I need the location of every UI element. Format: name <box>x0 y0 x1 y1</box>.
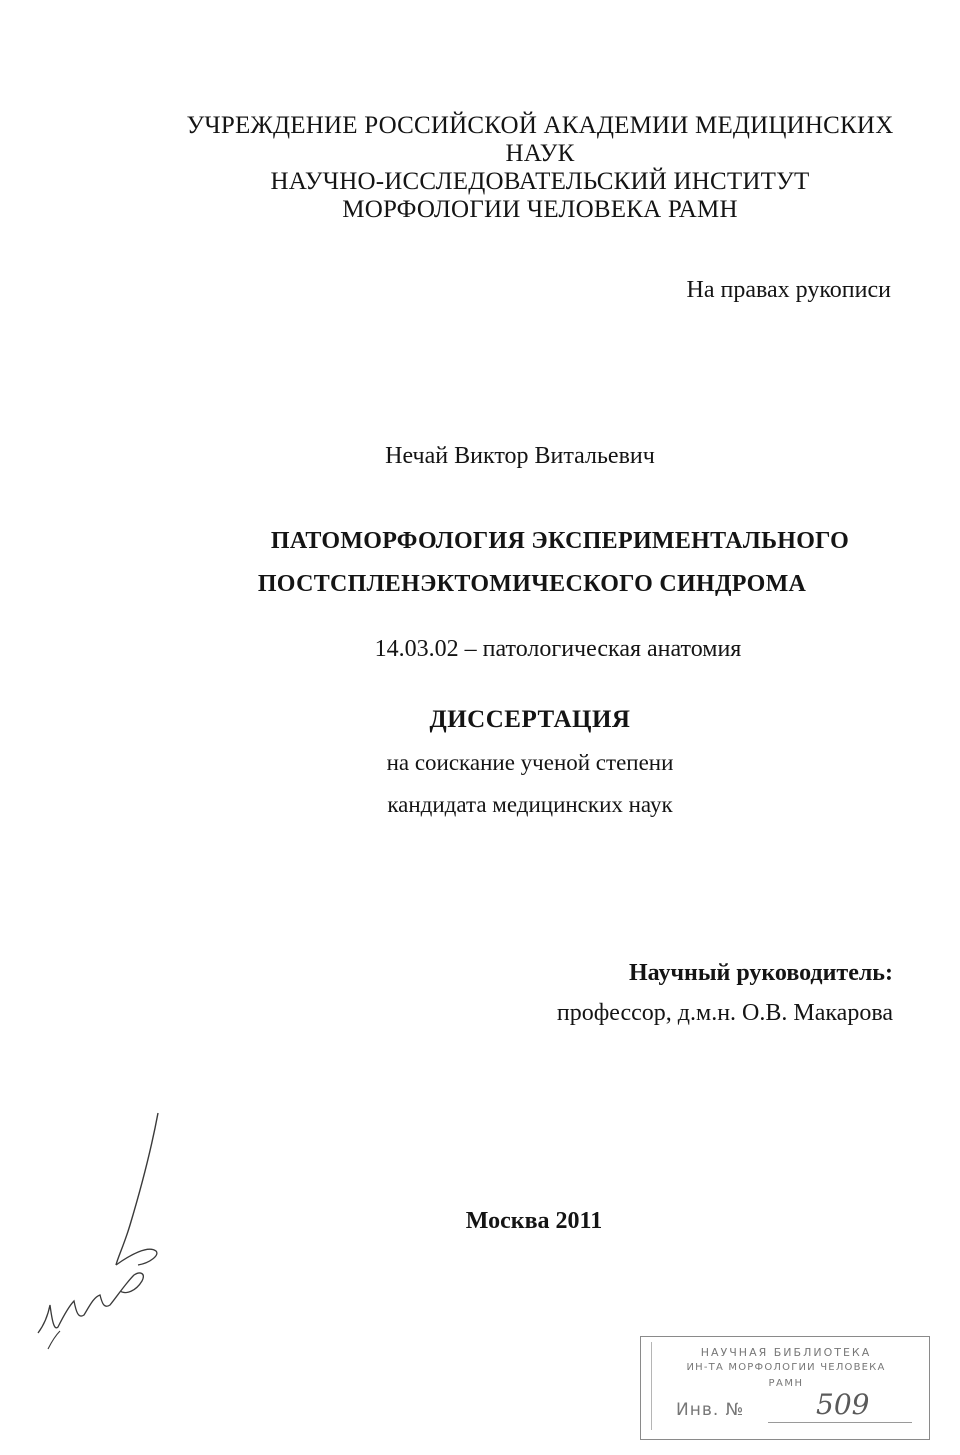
institution-line-2: НАУК <box>505 140 575 167</box>
stamp-inventory-label: Инв. № <box>676 1400 745 1420</box>
stamp-inventory-underline <box>768 1422 912 1423</box>
stamp-inner-frame <box>651 1342 920 1430</box>
stamp-library-name: НАУЧНАЯ БИБЛИОТЕКА <box>700 1346 872 1359</box>
city-year: Москва 2011 <box>465 1208 603 1234</box>
stamp-institute-name: ИН-ТА МОРФОЛОГИИ ЧЕЛОВЕКА <box>686 1362 886 1373</box>
title-line-2: ПОСТСПЛЕНЭКТОМИЧЕСКОГО СИНДРОМА <box>257 571 807 597</box>
institution-line-3: НАУЧНО-ИССЛЕДОВАТЕЛЬСКИЙ ИНСТИТУТ <box>270 168 810 195</box>
supervisor-label: Научный руководитель: <box>629 960 893 986</box>
purpose-line-1: на соискание ученой степени <box>386 750 674 775</box>
purpose-line-2: кандидата медицинских наук <box>387 792 673 817</box>
document-type: ДИССЕРТАЦИЯ <box>429 706 631 733</box>
rights-note: На правах рукописи <box>686 277 891 303</box>
stamp-inventory-number: 509 <box>816 1388 870 1421</box>
supervisor-name: профессор, д.м.н. О.В. Макарова <box>556 1000 893 1026</box>
library-stamp <box>640 1336 930 1440</box>
institution-line-1: УЧРЕЖДЕНИЕ РОССИЙСКОЙ АКАДЕМИИ МЕДИЦИНСКИХ <box>186 112 894 139</box>
handwritten-signature <box>30 1105 180 1365</box>
institution-header <box>170 112 910 224</box>
title-line-1: ПАТОМОРФОЛОГИЯ ЭКСПЕРИМЕНТАЛЬНОГО <box>270 528 850 554</box>
author-name: Нечай Виктор Витальевич <box>385 443 655 469</box>
stamp-ramn: РАМН <box>768 1378 804 1389</box>
institution-line-4: МОРФОЛОГИИ ЧЕЛОВЕКА РАМН <box>342 196 738 223</box>
specialty-code: 14.03.02 – патологическая анатомия <box>374 636 742 662</box>
